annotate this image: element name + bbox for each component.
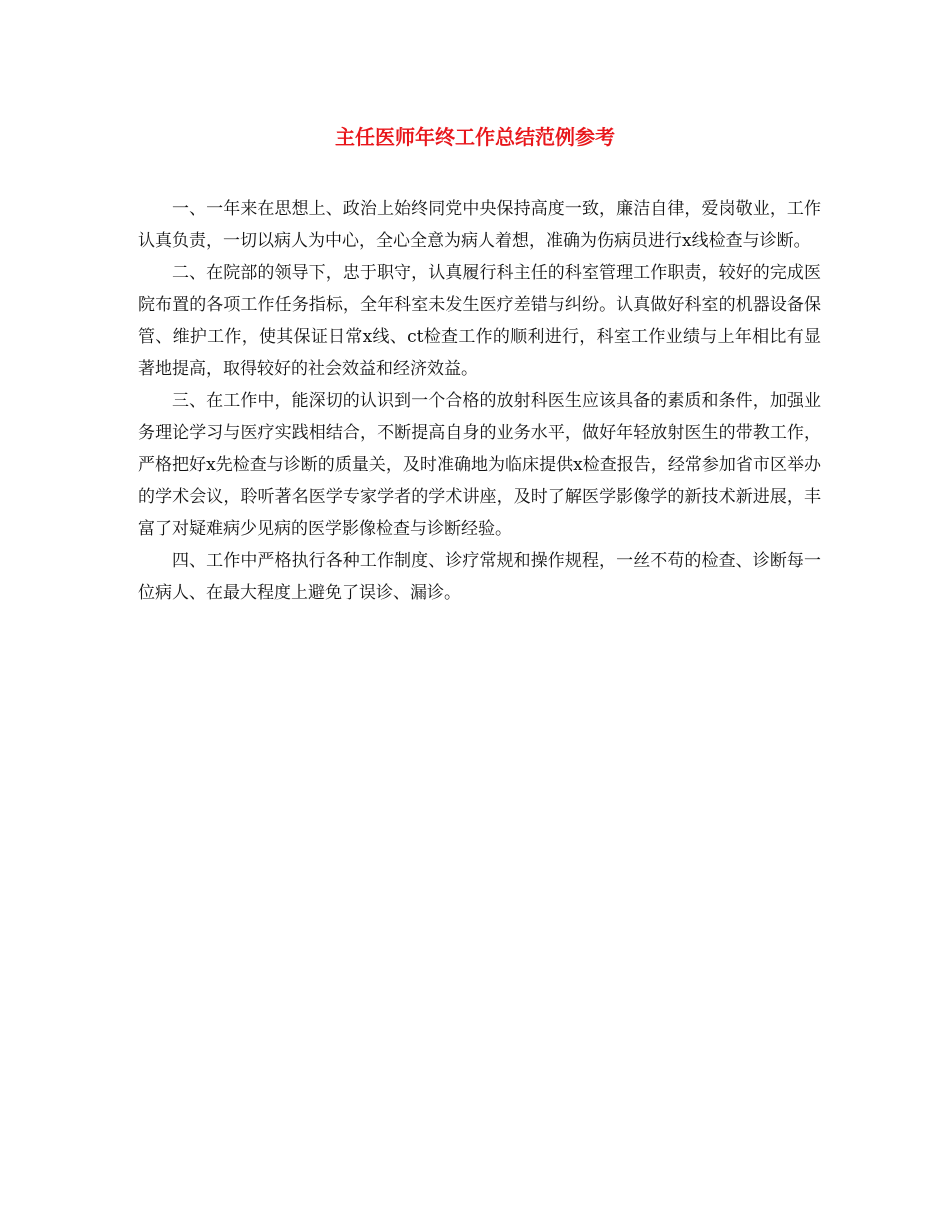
paragraph-1: 一、一年来在思想上、政治上始终同党中央保持高度一致，廉洁自律，爱岗敬业，工作认真负责，一切以病人为中心，全心全意为病人着想，准确为伤病员进行x线检查与诊断。: [138, 199, 821, 251]
document-title: 主任医师年终工作总结范例参考: [335, 125, 615, 149]
paragraph-3: 三、在工作中，能深切的认识到一个合格的放射科医生应该具备的素质和条件，加强业务理论学习与医疗实践相结合，不断提高自身的业务水平，做好年轻放射医生的带教工作，严格把好x先检查与诊断的质量关，及时准确地为临床提供x检查报告，经常参加省市区举办的学术会议，聆听著名医学专家学者的学术讲座，及时了解医学影像学的新技术新进展，丰富了对疑难病少见病的医学影像检查与诊断经验。: [138, 391, 821, 539]
document-body: [138, 193, 821, 609]
paragraph-4: 四、工作中严格执行各种工作制度、诊疗常规和操作规程，一丝不苟的检查、诊断每一位病人、在最大程度上避免了误诊、漏诊。: [138, 551, 821, 603]
paragraph-2: 二、在院部的领导下，忠于职守，认真履行科主任的科室管理工作职责，较好的完成医院布置的各项工作任务指标，全年科室未发生医疗差错与纠纷。认真做好科室的机器设备保管、维护工作，使其保证日常x线、ct检查工作的顺利进行，科室工作业绩与上年相比有显著地提高，取得较好的社会效益和经济效益。: [138, 263, 821, 379]
